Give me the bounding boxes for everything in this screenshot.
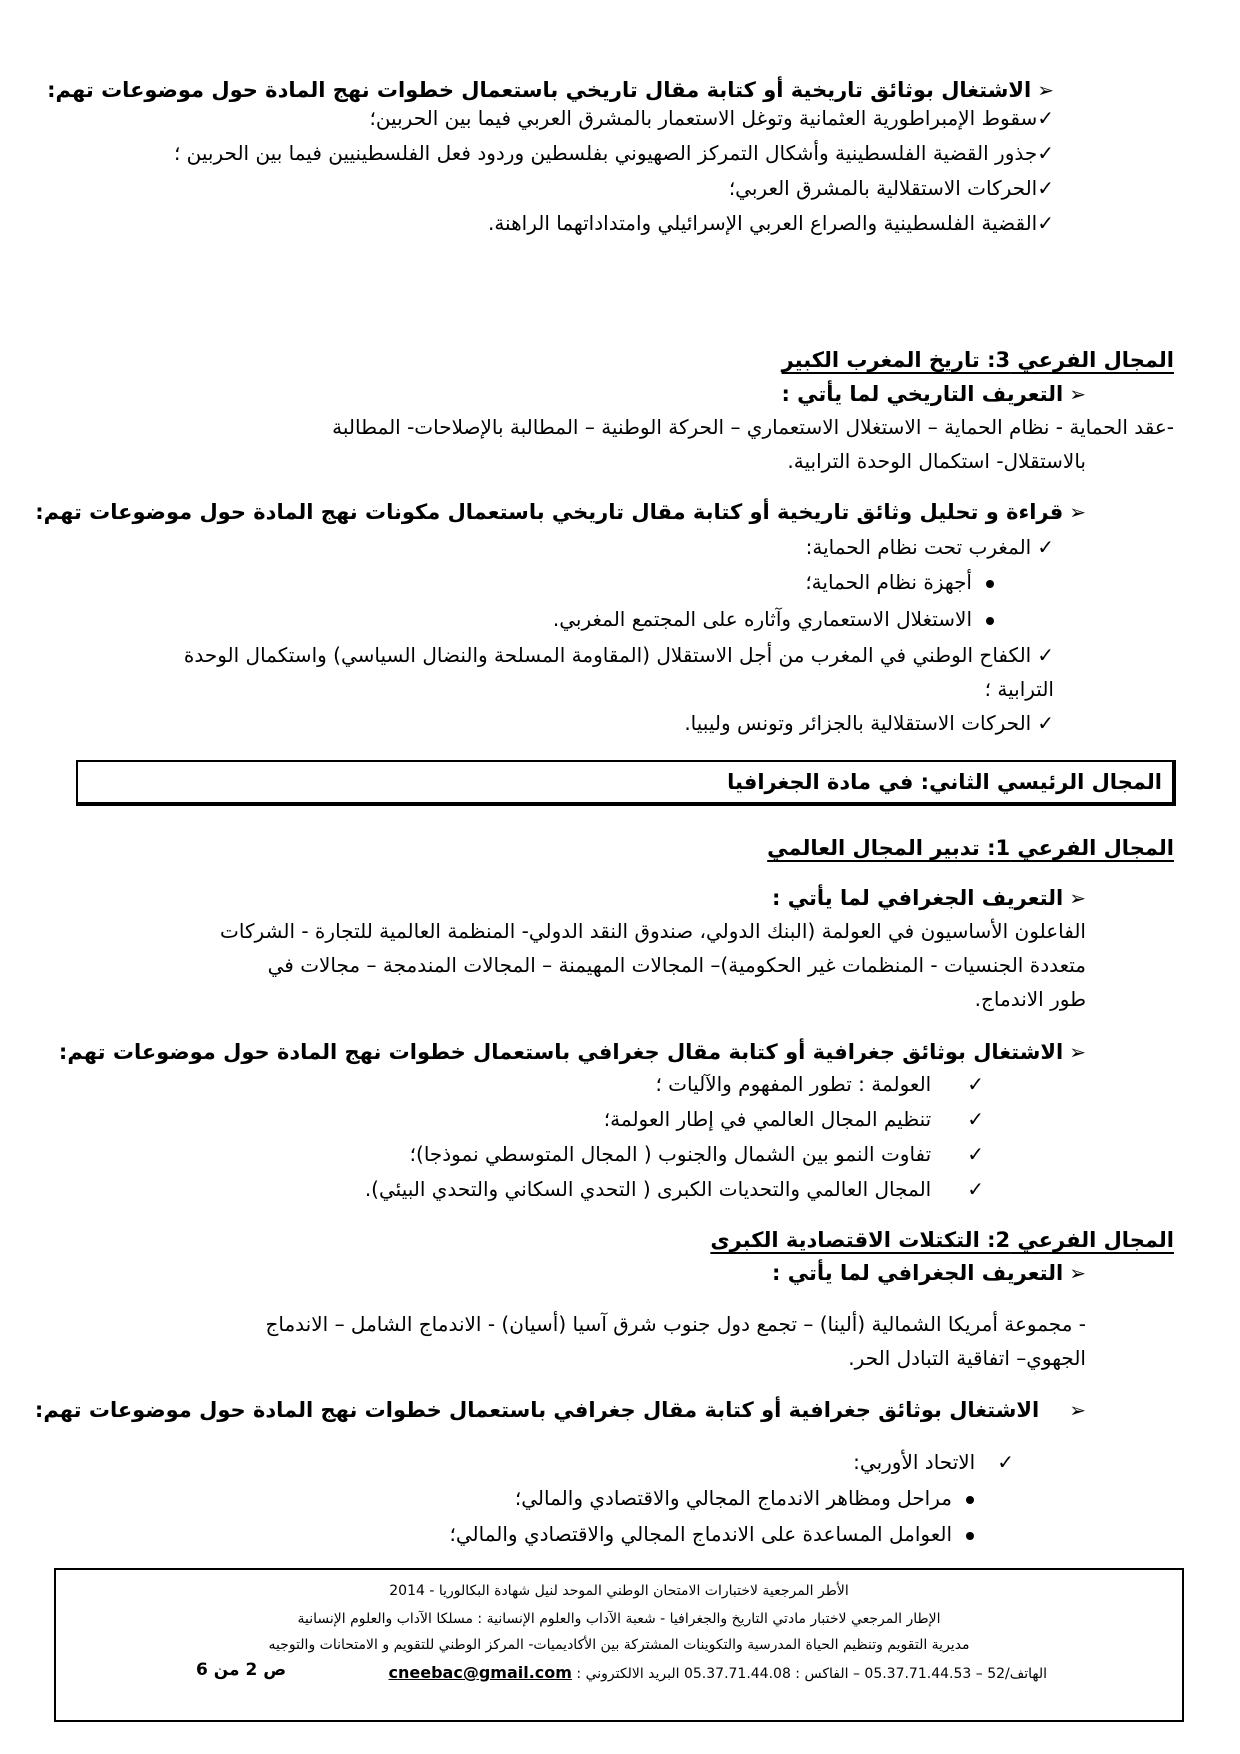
check-icon: ✓ xyxy=(1037,711,1054,735)
subdomain-title: المجال الفرعي 2: التكتلات الاقتصادية الكبرى xyxy=(710,1228,1174,1252)
section1-item: ✓القضية الفلسطينية والصراع العربي الإسرائيلي وامتداداتهما الراهنة. xyxy=(487,211,1054,235)
main-domain-box xyxy=(76,760,1176,806)
check-icon: ✓ xyxy=(1037,211,1054,235)
definition-heading: ➢التعريف التاريخي لما يأتي : xyxy=(781,376,1086,412)
definition-text: متعددة الجنسيات - المنظمات غير الحكومية)– المجالات المهيمنة – المجالات المندمجة – مجالات في xyxy=(267,953,1086,977)
arrow-bullet-icon: ➢ xyxy=(1069,1398,1086,1422)
subtopic-item: مراحل ومظاهر الاندماج المجالي والاقتصادي والمالي؛ xyxy=(515,1481,974,1515)
arrow-bullet-icon: ➢ xyxy=(1069,500,1086,524)
topic-item: ✓المغرب تحت نظام الحماية: xyxy=(806,530,1054,564)
topic-item: ✓الاتحاد الأوربي: xyxy=(853,1445,1014,1479)
check-icon: ✓ xyxy=(967,1142,984,1166)
documents-heading: ➢الاشتغال بوثائق جغرافية أو كتابة مقال جغرافي باستعمال خطوات نهج المادة حول موضوعات تهم: xyxy=(35,1392,1086,1428)
check-icon: ✓ xyxy=(1037,535,1054,559)
topic-item: ✓تنظيم المجال العالمي في إطار العولمة؛ xyxy=(604,1102,984,1136)
footer-line: مديرية التقويم وتنظيم الحياة المدرسية والتكوينات المشتركة بين الأكاديميات- المركز الوطني للتقويم و الامتحانات والتوجيه xyxy=(268,1637,970,1653)
topic-item: ✓المجال العالمي والتحديات الكبرى ( التحدي السكاني والتحدي البيئي). xyxy=(365,1172,984,1206)
subdomain-title: المجال الفرعي 1: تدبير المجال العالمي xyxy=(767,836,1174,860)
dot-bullet-icon xyxy=(966,1532,974,1540)
definition-heading: ➢التعريف الجغرافي لما يأتي : xyxy=(772,880,1086,916)
arrow-bullet-icon: ➢ xyxy=(1037,78,1054,102)
topic-item: ✓العولمة : تطور المفهوم والآليات ؛ xyxy=(655,1067,984,1101)
section1-item: ✓جذور القضية الفلسطينية وأشكال التمركز الصهيوني بفلسطين وردود فعل الفلسطينيين فيما بين الحربين ؛ xyxy=(173,141,1054,165)
documents-heading: ➢الاشتغال بوثائق جغرافية أو كتابة مقال جغرافي باستعمال خطوات نهج المادة حول موضوعات تهم: xyxy=(59,1034,1086,1070)
subdomain-title: المجال الفرعي 3: تاريخ المغرب الكبير xyxy=(781,348,1174,372)
definition-text: الفاعلون الأساسيون في العولمة (البنك الدولي، صندوق النقد الدولي- المنظمة العالمية للتجارة - الشركات xyxy=(220,919,1086,943)
topic-item-continued: الترابية ؛ xyxy=(984,677,1054,701)
subtopic-item: أجهزة نظام الحماية؛ xyxy=(805,565,994,599)
topic-item: ✓تفاوت النمو بين الشمال والجنوب ( المجال المتوسطي نموذجا)؛ xyxy=(410,1137,984,1171)
main-domain-title: المجال الرئيسي الثاني: في مادة الجغرافيا xyxy=(727,770,1162,794)
dot-bullet-icon xyxy=(986,617,994,625)
check-icon: ✓ xyxy=(1037,141,1054,165)
arrow-bullet-icon: ➢ xyxy=(1069,382,1086,406)
footer-contact: الهاتف/52 – 05.37.71.44.53 – الفاكس : 05.37.71.44.08 البريد الالكتروني : cneebac@gmail.com xyxy=(388,1663,1047,1682)
page-number: ص 2 من 6 xyxy=(196,1660,287,1680)
section1-item: ✓الحركات الاستقلالية بالمشرق العربي؛ xyxy=(728,176,1054,200)
definition-text: - مجموعة أمريكا الشمالية (ألينا) – تجمع دول جنوب شرق آسيا (أسيان) - الاندماج الشامل – الاندماج xyxy=(265,1312,1086,1336)
definition-text: طور الاندماج. xyxy=(974,987,1086,1011)
check-icon: ✓ xyxy=(1037,106,1054,130)
dot-bullet-icon xyxy=(966,1496,974,1504)
check-icon: ✓ xyxy=(997,1450,1014,1474)
check-icon: ✓ xyxy=(1037,643,1054,667)
footer-email-link[interactable]: cneebac@gmail.com xyxy=(388,1663,572,1682)
topic-item: ✓الكفاح الوطني في المغرب من أجل الاستقلال (المقاومة المسلحة والنضال السياسي) واستكمال الوحدة xyxy=(184,638,1054,672)
definition-text: -عقد الحماية - نظام الحماية – الاستغلال الاستعماري – الحركة الوطنية – المطالبة بالإصلاحات- المطالبة xyxy=(332,415,1174,439)
check-icon: ✓ xyxy=(967,1072,984,1096)
arrow-bullet-icon: ➢ xyxy=(1069,886,1086,910)
definition-heading: ➢التعريف الجغرافي لما يأتي : xyxy=(772,1255,1086,1291)
footer-line: الإطار المرجعي لاختبار مادتي التاريخ والجغرافيا - شعبة الآداب والعلوم الإنسانية : مسلكا الآداب والعلوم الإنسانية xyxy=(297,1611,941,1627)
page-footer xyxy=(54,1568,1184,1722)
section1-heading: ➢الاشتغال بوثائق تاريخية أو كتابة مقال تاريخي باستعمال خطوات نهج المادة حول موضوعات تهم: xyxy=(47,72,1054,108)
arrow-bullet-icon: ➢ xyxy=(1069,1261,1086,1285)
check-icon: ✓ xyxy=(967,1107,984,1131)
topic-item: ✓الحركات الاستقلالية بالجزائر وتونس وليبيا. xyxy=(684,706,1054,740)
check-icon: ✓ xyxy=(1037,176,1054,200)
section1-item: ✓سقوط الإمبراطورية العثمانية وتوغل الاستعمار بالمشرق العربي فيما بين الحربين؛ xyxy=(369,106,1054,130)
footer-contact-row xyxy=(56,1662,1182,1688)
check-icon: ✓ xyxy=(967,1177,984,1201)
definition-text: الجهوي– اتفاقية التبادل الحر. xyxy=(848,1346,1086,1370)
definition-text: بالاستقلال- استكمال الوحدة الترابية. xyxy=(787,449,1086,473)
subtopic-item: الاستغلال الاستعماري وآثاره على المجتمع المغربي. xyxy=(553,602,994,636)
footer-line: الأطر المرجعية لاختبارات الامتحان الوطني الموحد لنيل شهادة البكالوريا - 2014 xyxy=(389,1583,849,1599)
arrow-bullet-icon: ➢ xyxy=(1069,1040,1086,1064)
subtopic-item: العوامل المساعدة على الاندماج المجالي والاقتصادي والمالي؛ xyxy=(450,1517,975,1551)
documents-heading: ➢قراءة و تحليل وثائق تاريخية أو كتابة مقال تاريخي باستعمال مكونات نهج المادة حول موضوعات تهم: xyxy=(35,494,1086,530)
dot-bullet-icon xyxy=(986,580,994,588)
